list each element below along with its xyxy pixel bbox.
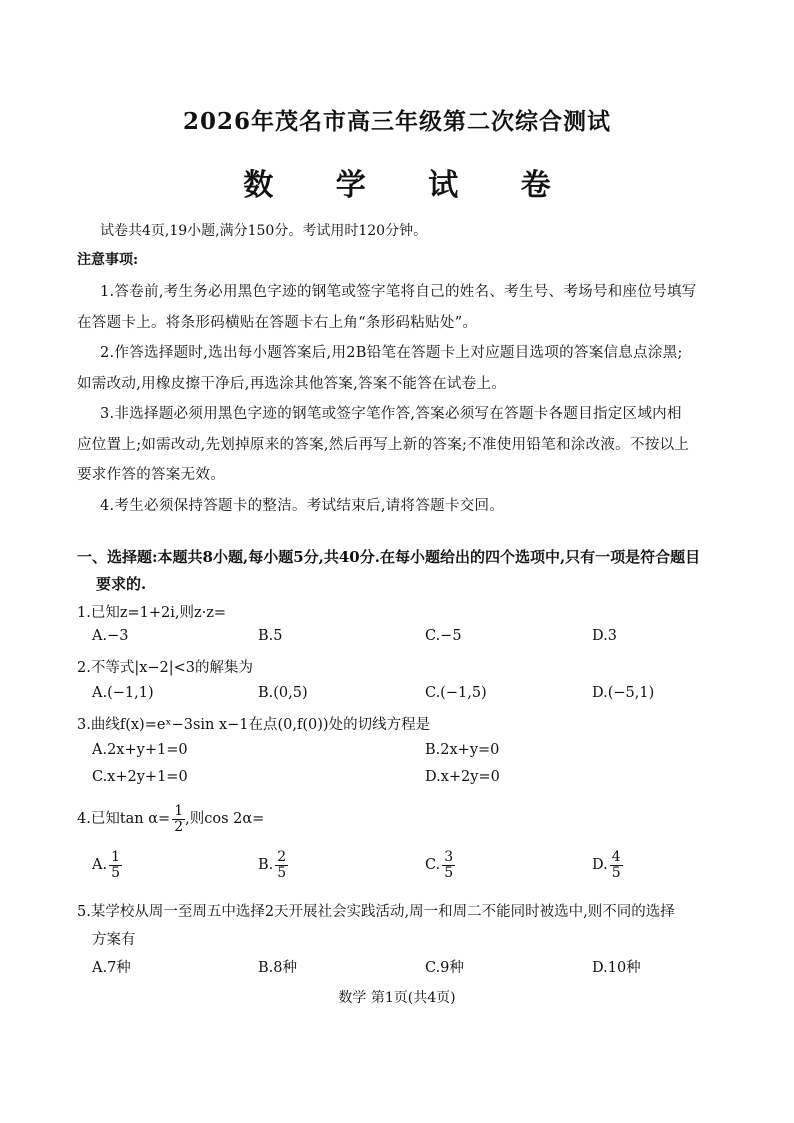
question-4-stem-suffix: ,则cos 2α= (185, 811, 265, 828)
question-3-option-c: C.x+2y+1=0 (92, 769, 188, 785)
note-4: 4.考生必须保持答题卡的整洁。考试结束后,请将答题卡交回。 (100, 498, 505, 514)
note-2-line-1: 2.作答选择题时,选出每小题答案后,用2B铅笔在答题卡上对应题目选项的答案信息点涂黑; (100, 345, 683, 361)
exam-title: 2026年茂名市高三年级第二次综合测试 (182, 108, 611, 135)
question-5-option-d: D.10种 (592, 960, 641, 976)
question-5-option-a: A.7种 (92, 960, 131, 976)
question-4-option-c (425, 850, 455, 880)
question-1-option-c: C.−5 (425, 628, 462, 644)
option-denominator: 5 (111, 864, 121, 881)
note-1-line-2: 在答题卡上。将条形码横贴在答题卡右上角“条形码粘贴处”。 (77, 315, 478, 331)
note-3-line-3: 要求作答的答案无效。 (77, 467, 225, 483)
question-3-option-a: A.2x+y+1=0 (92, 742, 188, 758)
question-3-option-b: B.2x+y=0 (425, 742, 500, 758)
option-label: D. (592, 857, 608, 874)
notes-title: 注意事项: (77, 252, 139, 268)
option-numerator: 2 (277, 849, 287, 865)
exam-intro: 试卷共4页,19小题,满分150分。考试用时120分钟。 (100, 223, 428, 239)
question-5-stem-cont: 方案有 (92, 932, 136, 948)
question-4-option-b (258, 850, 288, 880)
question-4-stem-fraction-numerator: 1 (174, 803, 184, 819)
note-3-line-1: 3.非选择题必须用黑色字迹的钢笔或签字笔作答,答案必须写在答题卡各题目指定区域内相 (100, 406, 682, 422)
question-4-option-a (92, 850, 122, 880)
option-denominator: 5 (611, 864, 621, 881)
option-denominator: 5 (444, 864, 454, 881)
question-1-option-b: B.5 (258, 628, 283, 644)
question-2-option-a: A.(−1,1) (92, 685, 154, 701)
option-fraction (442, 850, 455, 880)
option-label: C. (425, 857, 441, 874)
question-5-option-b: B.8种 (258, 960, 297, 976)
question-1-option-d: D.3 (592, 628, 617, 644)
option-numerator: 1 (111, 849, 121, 865)
question-2-option-b: B.(0,5) (258, 685, 308, 701)
option-denominator: 5 (277, 864, 287, 881)
question-3-stem: 3.曲线f(x)=eˣ−3sin x−1在点(0,f(0))处的切线方程是 (77, 717, 431, 733)
option-fraction (109, 850, 122, 880)
option-label: B. (258, 857, 274, 874)
question-5-option-c: C.9种 (425, 960, 464, 976)
question-1-stem: 1.已知z=1+2i,则z·z= (77, 605, 227, 621)
question-4-option-d (592, 850, 623, 880)
exam-subject: 数 学 试 卷 (243, 168, 577, 203)
question-4-stem-fraction (172, 804, 185, 834)
question-1-option-a: A.−3 (92, 628, 129, 644)
section-1-heading-cont: 要求的. (96, 575, 147, 593)
question-4-stem (77, 804, 264, 834)
option-numerator: 3 (444, 849, 454, 865)
question-3-option-d: D.x+2y=0 (425, 769, 500, 785)
note-1-line-1: 1.答卷前,考生务必用黑色字迹的钢笔或签字笔将自己的姓名、考生号、考场号和座位号填写 (100, 284, 697, 300)
question-4-stem-fraction-denominator: 2 (174, 818, 184, 835)
section-1-heading: 一、选择题:本题共8小题,每小题5分,共40分.在每小题给出的四个选项中,只有一项是符合题目 (77, 548, 701, 566)
option-label: A. (92, 857, 108, 874)
question-2-stem: 2.不等式|x−2|<3的解集为 (77, 660, 254, 676)
option-numerator: 4 (611, 849, 621, 865)
page-footer: 数学 第1页(共4页) (338, 990, 456, 1006)
option-fraction (610, 850, 623, 880)
note-3-line-2: 应位置上;如需改动,先划掉原来的答案,然后再写上新的答案;不准使用铅笔和涂改液。不按以上 (77, 437, 690, 453)
question-5-stem: 5.某学校从周一至周五中选择2天开展社会实践活动,周一和周二不能同时被选中,则不同的选择 (77, 904, 675, 920)
note-2-line-2: 如需改动,用橡皮擦干净后,再选涂其他答案,答案不能答在试卷上。 (77, 376, 507, 392)
option-fraction (275, 850, 288, 880)
question-4-stem-prefix: 4.已知tan α= (77, 811, 171, 828)
question-2-option-c: C.(−1,5) (425, 685, 487, 701)
question-2-option-d: D.(−5,1) (592, 685, 655, 701)
